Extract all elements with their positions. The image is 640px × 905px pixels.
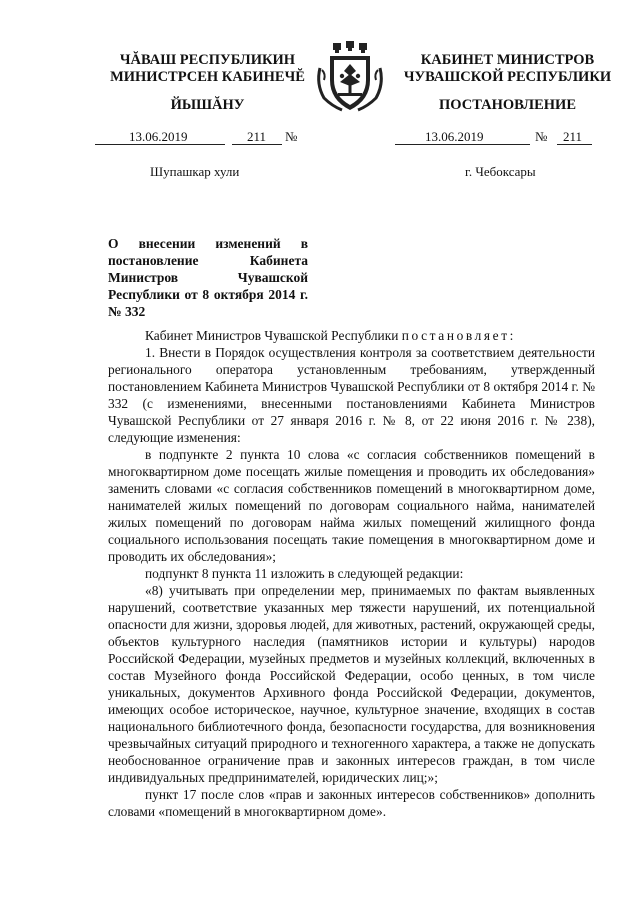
number-sign-right: № — [535, 129, 548, 144]
intro-decree-word: постановляет: — [401, 328, 516, 343]
intro-paragraph — [108, 327, 595, 344]
header-left-line1: ЧĂВАШ РЕСПУБЛИКИН — [119, 52, 296, 68]
date-left: 13.06.2019 — [129, 129, 188, 144]
date-line-right — [395, 129, 610, 145]
header-right — [395, 52, 620, 86]
document-body — [108, 327, 595, 820]
place-chuvash: Шупашкар хули — [150, 164, 240, 179]
body-paragraph-5: пункт 17 после слов «прав и законных интересов собственников» дополнить словами «помещений в многоквартирном доме». — [108, 787, 595, 819]
body-paragraph-2: в подпункте 2 пункта 10 слова «с согласия собственников помещений в многоквартирном доме посещать жилые помещения и проводить их обследования» заменить словами «с согласия собственников помещений в многоквартирном доме, нанимателей жилых помещений по договорам социального найма, нанимателей жилых помещений по договорам найма жилых помещений жилищного фонда социального использования посещать такие помещения в многоквартирном доме и проводить их обследования»; — [108, 447, 595, 564]
coat-of-arms-icon — [312, 40, 388, 116]
doc-type-russian: ПОСТАНОВЛЕНИЕ — [438, 97, 576, 113]
header-right-line1: КАБИНЕТ МИНИСТРОВ — [420, 52, 595, 68]
header-left — [95, 52, 320, 86]
intro-prefix: Кабинет Министров Чувашской Республики — [145, 328, 399, 343]
document-title: О внесении изменений в постановление Кабинета Министров Чувашской Республики от 8 октября 2014 г. № 332 — [108, 236, 308, 319]
doc-type-chuvash: ЙЫШĂНУ — [170, 97, 245, 113]
place-russian: г. Чебоксары — [465, 164, 536, 179]
body-paragraph-3: подпункт 8 пункта 11 изложить в следующей редакции: — [145, 566, 464, 581]
number-sign-left: № — [285, 129, 298, 144]
header-right-line2: ЧУВАШСКОЙ РЕСПУБЛИКИ — [403, 69, 612, 85]
header-left-line2: МИНИСТРСЕН КАБИНЕЧĔ — [110, 69, 305, 85]
body-paragraph-1: 1. Внести в Порядок осуществления контроля за соответствием деятельности регионального оператора установленным требованиям, утвержденный постановлением Кабинета Министров Чувашской Республики от 8 октября 2014 г. № 332 (с изменениями, внесенными постановлениями Кабинета Министров Чувашской Республики от 27 января 2016 г. № 8, от 22 июня 2016 г. № 238), следующие изменения: — [108, 345, 595, 445]
body-paragraph-4: «8) учитывать при определении мер, принимаемых по фактам выявленных нарушений, соответствие указанных мер тяжести нарушений, их потенциальной опасности для жизни, здоровья людей, для животных, растений, окружающей среды, объектов культурного наследия (памятников истории и культуры) народов Российской Федерации, музейных предметов и музейных коллекций, включенных в состав Музейного фонда Российской Федерации, особо ценных, в том числе уникальных, документов Архивного фонда Российской Федерации, документов, имеющих особое историческое, научное, культурное значение, входящих в состав национального библиотечного фонда, безопасности государства, для возникновения чрезвычайных ситуаций природного и техногенного характера, а также не допускать необоснованное ограничение прав и законных интересов граждан, в том числе индивидуальных предпринимателей, юридических лиц;»; — [108, 583, 595, 785]
date-right: 13.06.2019 — [425, 129, 484, 144]
date-line-left — [95, 129, 320, 145]
number-left: 211 — [247, 129, 267, 144]
number-right: 211 — [563, 129, 583, 144]
